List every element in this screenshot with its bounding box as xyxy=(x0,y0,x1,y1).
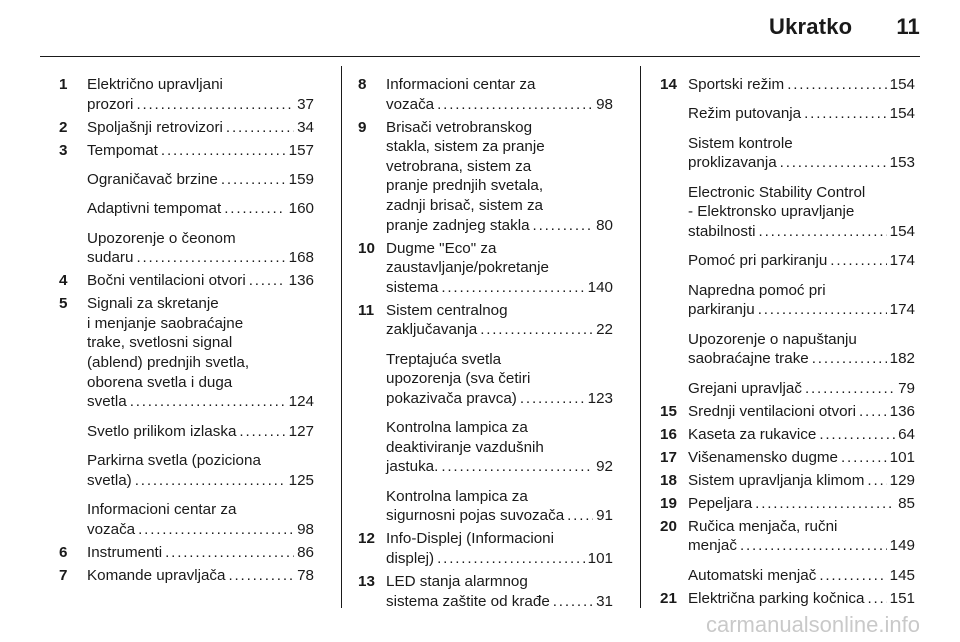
entry-text: Sistem upravljanja klimom xyxy=(688,471,865,489)
entry-text-line: (ablend) prednjih svetla, xyxy=(87,354,250,372)
index-entry xyxy=(660,251,915,271)
entry-text: Višenamensko dugme xyxy=(688,448,838,466)
entry-text-line: zaustavljanje/pokretanje xyxy=(386,259,549,277)
entry-text-line: zadnji brisač, sistem za xyxy=(386,196,543,214)
dot-leader xyxy=(441,278,584,298)
entry-text: Ograničavač brzine xyxy=(87,170,218,188)
index-entry xyxy=(59,271,314,291)
entry-text-line: Electronic Stability Control xyxy=(688,183,866,201)
item-number: 3 xyxy=(59,141,68,159)
page-ref: 153 xyxy=(889,154,915,172)
page-ref: 22 xyxy=(596,321,613,339)
page-ref: 154 xyxy=(889,222,915,240)
entry-text: sistema xyxy=(386,278,439,296)
page-ref: 101 xyxy=(889,448,915,466)
entry-text-line: Kontrolna lampica za xyxy=(386,419,528,437)
entry-last-line xyxy=(87,392,314,412)
entry-last-line xyxy=(87,566,314,586)
entry-text-line: Signali za skretanje xyxy=(87,295,219,313)
item-number: 8 xyxy=(358,76,367,93)
entry-text-line: Električno upravljani xyxy=(87,76,223,93)
dot-leader xyxy=(740,536,887,556)
entry-text: sistema zaštite od krađe xyxy=(386,592,550,610)
entry-last-line xyxy=(688,589,915,609)
entry-text: zaključavanja xyxy=(386,321,478,339)
index-entry xyxy=(660,104,915,124)
entry-text: Sportski režim xyxy=(688,76,785,93)
page-ref: 64 xyxy=(898,425,915,443)
page-ref: 151 xyxy=(889,589,915,607)
entry-text-line: stakla, sistem za pranje xyxy=(386,138,545,156)
item-number: 2 xyxy=(59,118,68,136)
entry-text: sudaru xyxy=(87,249,134,267)
entry-text-line: Upozorenje o napuštanju xyxy=(688,330,857,348)
page-ref: 154 xyxy=(889,76,915,93)
entry-last-line xyxy=(386,389,613,409)
entry-text-line: Informacioni centar za xyxy=(87,501,237,519)
dot-leader xyxy=(165,543,294,563)
page-ref: 136 xyxy=(288,272,314,290)
index-entry xyxy=(660,517,915,556)
page-ref: 91 xyxy=(596,507,613,525)
entry-text-line: Ručica menjača, ručni xyxy=(688,517,838,535)
dot-leader xyxy=(867,471,886,491)
dot-leader xyxy=(161,141,286,161)
entry-text: displej) xyxy=(386,550,435,568)
entry-text: prozori xyxy=(87,95,134,113)
column-divider xyxy=(640,66,641,608)
dot-leader xyxy=(249,271,286,291)
entry-text: proklizavanja xyxy=(688,154,777,172)
entry-text: sigurnosni pojas suvozača xyxy=(386,507,565,525)
entry-last-line xyxy=(87,271,314,291)
index-entry xyxy=(59,141,314,161)
entry-text: saobraćajne trake xyxy=(688,350,809,368)
page-header xyxy=(769,14,920,40)
entry-text-line: Treptajuća svetla xyxy=(386,350,502,368)
entry-text: pranje zadnjeg stakla xyxy=(386,216,530,234)
dot-leader xyxy=(437,549,585,569)
item-number: 9 xyxy=(358,118,367,136)
entry-last-line xyxy=(386,549,613,569)
entry-text-line: LED stanja alarmnog xyxy=(386,573,528,590)
entry-text: menjač xyxy=(688,537,737,555)
entry-text-line: oborena svetla i duga xyxy=(87,373,233,391)
index-entry xyxy=(660,183,915,242)
page-ref: 127 xyxy=(288,422,314,440)
entry-last-line xyxy=(87,520,314,540)
dot-leader xyxy=(224,199,285,219)
entry-text: pokazivača pravca) xyxy=(386,389,517,407)
dot-leader xyxy=(758,300,887,320)
item-number: 21 xyxy=(660,589,677,607)
index-entry xyxy=(358,418,613,477)
item-number: 20 xyxy=(660,517,677,535)
entry-text-line: i menjanje saobraćajne xyxy=(87,314,244,332)
item-number: 16 xyxy=(660,425,677,443)
entry-text-line: deaktiviranje vazdušnih xyxy=(386,438,544,456)
dot-leader xyxy=(841,448,887,468)
entry-last-line xyxy=(688,251,915,271)
item-number: 17 xyxy=(660,448,677,466)
index-entry xyxy=(59,199,314,219)
entry-text: Pepeljara xyxy=(688,494,753,512)
entry-last-line xyxy=(386,506,613,526)
entry-last-line xyxy=(688,379,915,399)
page-ref: 92 xyxy=(596,458,613,476)
entry-text: Srednji ventilacioni otvori xyxy=(688,402,856,420)
index-entry xyxy=(660,75,915,95)
page-ref: 78 xyxy=(297,566,314,584)
index-entry xyxy=(59,229,314,268)
entry-text: Pomoć pri parkiranju xyxy=(688,252,828,270)
entry-text-line: Sistem kontrole xyxy=(688,134,793,152)
index-column-2 xyxy=(358,75,613,615)
page-ref: 31 xyxy=(596,592,613,610)
watermark: carmanualsonline.info xyxy=(705,612,920,637)
entry-text: jastuka. xyxy=(386,458,439,476)
dot-leader xyxy=(812,349,887,369)
page-ref: 98 xyxy=(297,520,314,538)
index-entry xyxy=(660,471,915,491)
entry-last-line xyxy=(386,278,613,298)
item-number: 18 xyxy=(660,471,677,489)
index-entry xyxy=(358,118,613,236)
page-ref: 86 xyxy=(297,543,314,561)
page-ref: 80 xyxy=(596,216,613,234)
dot-leader xyxy=(135,471,286,491)
entry-text-line: Informacioni centar za xyxy=(386,76,536,93)
item-number: 1 xyxy=(59,76,68,93)
page-title: Ukratko xyxy=(769,14,853,39)
entry-text: Tempomat xyxy=(87,141,158,159)
dot-leader xyxy=(787,75,886,95)
index-entry xyxy=(358,301,613,340)
entry-last-line xyxy=(386,320,613,340)
item-number: 13 xyxy=(358,573,375,590)
index-entry xyxy=(59,543,314,563)
index-column-3 xyxy=(660,75,915,612)
entry-last-line xyxy=(688,349,915,369)
entry-last-line xyxy=(87,248,314,268)
entry-text: Adaptivni tempomat xyxy=(87,200,222,218)
page-ref: 98 xyxy=(596,95,613,113)
entry-text: Spoljašnji retrovizori xyxy=(87,118,223,136)
page-number: 11 xyxy=(896,14,920,39)
page-ref: 182 xyxy=(889,350,915,368)
index-entry xyxy=(660,589,915,609)
dot-leader xyxy=(239,422,285,442)
entry-last-line xyxy=(386,457,613,477)
entry-last-line xyxy=(386,216,613,236)
dot-leader xyxy=(130,392,286,412)
header-rule xyxy=(40,56,920,57)
entry-text: Grejani upravljač xyxy=(688,379,802,397)
entry-last-line xyxy=(688,566,915,586)
dot-leader xyxy=(567,506,593,526)
page-ref: 34 xyxy=(297,118,314,136)
dot-leader xyxy=(859,402,887,422)
dot-leader xyxy=(819,425,895,445)
index-entry xyxy=(59,294,314,412)
entry-last-line xyxy=(87,199,314,219)
dot-leader xyxy=(221,170,286,190)
index-entry xyxy=(660,330,915,369)
dot-leader xyxy=(138,520,294,540)
index-entry xyxy=(358,487,613,526)
entry-text-line: Brisači vetrobranskog xyxy=(386,118,533,136)
index-entry xyxy=(660,379,915,399)
entry-text: Električna parking kočnica xyxy=(688,589,865,607)
page-ref: 101 xyxy=(587,550,613,568)
entry-text: parkiranju xyxy=(688,301,755,319)
entry-text-line: vetrobrana, sistem za xyxy=(386,157,532,175)
dot-leader xyxy=(441,457,593,477)
entry-text: svetla) xyxy=(87,471,132,489)
dot-leader xyxy=(819,566,886,586)
item-number: 19 xyxy=(660,494,677,512)
item-number: 6 xyxy=(59,543,68,561)
entry-text: vozača xyxy=(386,95,435,113)
dot-leader xyxy=(804,104,887,124)
page-ref: 157 xyxy=(288,141,314,159)
entry-last-line xyxy=(87,471,314,491)
entry-text: Režim putovanja xyxy=(688,105,802,123)
index-entry xyxy=(59,566,314,586)
index-entry xyxy=(660,448,915,468)
entry-text-line: trake, svetlosni signal xyxy=(87,334,233,352)
dot-leader xyxy=(520,389,585,409)
page-ref: 160 xyxy=(288,200,314,218)
entry-text: Automatski menjač xyxy=(688,566,817,584)
dot-leader xyxy=(755,494,895,514)
entry-last-line xyxy=(688,222,915,242)
entry-text: Svetlo prilikom izlaska xyxy=(87,422,237,440)
page-ref: 168 xyxy=(288,249,314,267)
index-column-1 xyxy=(59,75,314,589)
entry-last-line xyxy=(87,422,314,442)
entry-last-line xyxy=(688,494,915,514)
item-number: 5 xyxy=(59,295,68,313)
entry-text-line: Parkirna svetla (poziciona xyxy=(87,452,261,470)
entry-text: Instrumenti xyxy=(87,543,163,561)
entry-text: stabilnosti xyxy=(688,222,756,240)
page-ref: 149 xyxy=(889,537,915,555)
dot-leader xyxy=(553,592,593,612)
index-entry xyxy=(660,566,915,586)
dot-leader xyxy=(759,222,887,242)
entry-text-line: pranje prednjih svetala, xyxy=(386,177,544,195)
entry-last-line xyxy=(87,141,314,161)
entry-text: Bočni ventilacioni otvori xyxy=(87,272,246,290)
item-number: 10 xyxy=(358,239,375,257)
item-number: 7 xyxy=(59,566,68,584)
entry-last-line xyxy=(87,543,314,563)
index-entry xyxy=(358,350,613,409)
index-entry xyxy=(59,451,314,490)
dot-leader xyxy=(867,589,886,609)
dot-leader xyxy=(805,379,895,399)
page-ref: 37 xyxy=(297,95,314,113)
entry-text-line: Napredna pomoć pri xyxy=(688,281,826,299)
index-entry xyxy=(59,170,314,190)
entry-last-line xyxy=(688,402,915,422)
entry-text-line: Sistem centralnog xyxy=(386,301,508,319)
page-ref: 124 xyxy=(288,393,314,411)
item-number: 11 xyxy=(358,301,375,319)
index-entry xyxy=(358,529,613,568)
index-entry xyxy=(660,402,915,422)
entry-last-line xyxy=(688,75,915,95)
index-entry xyxy=(59,422,314,442)
index-entry xyxy=(358,75,613,114)
entry-text: Komande upravljača xyxy=(87,566,226,584)
entry-last-line xyxy=(688,425,915,445)
index-entry xyxy=(59,118,314,138)
column-divider xyxy=(341,66,342,608)
entry-text-line: Kontrolna lampica za xyxy=(386,487,528,505)
index-entry xyxy=(358,572,613,611)
page-ref: 136 xyxy=(889,402,915,420)
page-ref: 85 xyxy=(898,494,915,512)
entry-last-line xyxy=(386,95,613,115)
dot-leader xyxy=(226,118,294,138)
entry-last-line xyxy=(688,300,915,320)
entry-last-line xyxy=(688,536,915,556)
entry-last-line xyxy=(688,153,915,173)
entry-last-line xyxy=(386,592,613,612)
entry-text-line: - Elektronsko upravljanje xyxy=(688,203,855,221)
page-ref: 125 xyxy=(288,471,314,489)
dot-leader xyxy=(533,216,594,236)
dot-leader xyxy=(136,248,285,268)
page-ref: 154 xyxy=(889,105,915,123)
dot-leader xyxy=(136,95,294,115)
page-ref: 174 xyxy=(889,301,915,319)
index-entry xyxy=(358,239,613,298)
entry-last-line xyxy=(688,471,915,491)
entry-text-line: Info-Displej (Informacioni xyxy=(386,530,554,548)
index-entry xyxy=(59,500,314,539)
page-ref: 159 xyxy=(288,170,314,188)
item-number: 4 xyxy=(59,272,68,290)
item-number: 12 xyxy=(358,530,375,548)
item-number: 14 xyxy=(660,76,677,93)
entry-text: svetla xyxy=(87,393,127,411)
dot-leader xyxy=(480,320,593,340)
entry-last-line xyxy=(87,95,314,115)
entry-text: vozača xyxy=(87,520,136,538)
entry-last-line xyxy=(688,104,915,124)
index-entry xyxy=(660,494,915,514)
entry-text-line: Dugme "Eco" za xyxy=(386,239,497,257)
index-entry xyxy=(660,281,915,320)
index-entry xyxy=(59,75,314,114)
dot-leader xyxy=(830,251,886,271)
entry-last-line xyxy=(87,118,314,138)
page-ref: 140 xyxy=(587,278,613,296)
entry-text-line: Upozorenje o čeonom xyxy=(87,229,236,247)
entry-last-line xyxy=(688,448,915,468)
item-number: 15 xyxy=(660,402,677,420)
entry-last-line xyxy=(87,170,314,190)
dot-leader xyxy=(228,566,294,586)
page-ref: 79 xyxy=(898,379,915,397)
page-ref: 145 xyxy=(889,566,915,584)
index-entry xyxy=(660,134,915,173)
entry-text: Kaseta za rukavice xyxy=(688,425,817,443)
dot-leader xyxy=(780,153,887,173)
dot-leader xyxy=(437,95,593,115)
index-entry xyxy=(660,425,915,445)
page-ref: 129 xyxy=(889,471,915,489)
entry-text-line: upozorenja (sva četiri xyxy=(386,370,531,388)
page-ref: 174 xyxy=(889,252,915,270)
page-ref: 123 xyxy=(587,389,613,407)
